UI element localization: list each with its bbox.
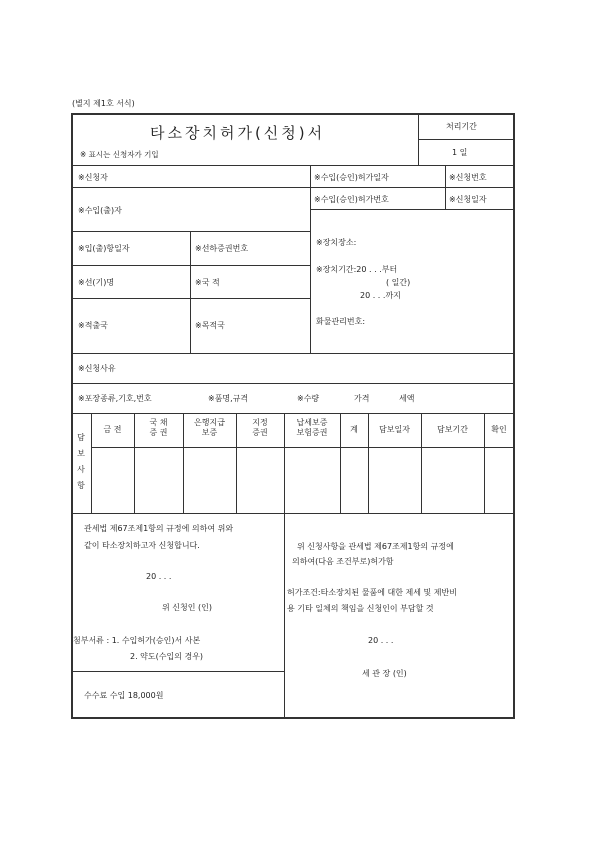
packaging-label: ※포장종류,기호,번호 — [78, 394, 152, 403]
security-header-8: 확인 — [491, 425, 507, 434]
border-top — [71, 113, 515, 115]
storage-period-to: 20 . . .까지 — [360, 291, 401, 300]
item-spec-label: ※품명,규격 — [208, 394, 249, 403]
customs-chief-signature: 세 관 장 (인) — [362, 669, 407, 678]
security-header-2: 은행지급 보증 — [194, 418, 225, 437]
header-divider-h — [418, 139, 514, 140]
row-line — [310, 187, 514, 188]
row-line — [72, 187, 310, 188]
quantity-label: ※수량 — [297, 394, 320, 403]
application-date-label: ※신청일자 — [449, 195, 487, 204]
security-header-0: 금 전 — [103, 425, 122, 434]
row-line — [72, 265, 310, 266]
security-side-label-1: 보 — [77, 449, 85, 458]
row-line — [72, 353, 514, 354]
security-col-divider — [484, 413, 485, 513]
price-label: 가격 — [354, 394, 370, 403]
form-title: 타소장치허가(신청)서 — [150, 124, 326, 142]
security-header-3: 지정 증권 — [252, 418, 268, 437]
approval-text-1: 위 신청사항을 관세법 제67조제1항의 규정에 — [297, 542, 454, 551]
row-line — [72, 513, 514, 514]
declaration-text-1: 관세법 제67조제1항의 규정에 의하여 위와 — [84, 524, 234, 533]
security-col-divider — [183, 413, 184, 513]
security-side-label-0: 담 — [77, 433, 85, 442]
row-line — [72, 671, 284, 672]
fee-label: 수수료 수입 18,000원 — [84, 691, 164, 700]
security-header-1: 국 채 증 권 — [149, 418, 168, 437]
processing-value: 1 일 — [452, 148, 468, 157]
permit-number-label: ※수입(승인)허가번호 — [314, 195, 389, 204]
tax-label: 세액 — [399, 394, 415, 403]
condition-text-1: 허가조건:타소장치된 물품에 대한 제세 및 제반비 — [287, 588, 457, 597]
declaration-text-2: 같이 타소장치하고자 신청합니다. — [84, 541, 200, 550]
importer-label: ※수입(출)자 — [78, 206, 122, 215]
storage-place-label: ※장치장소: — [316, 238, 357, 247]
header-divider — [418, 114, 419, 166]
attachments-item-2: 2. 약도(수입의 경우) — [130, 652, 204, 661]
row-line — [72, 231, 310, 232]
cargo-mgmt-label: 화물관리번호: — [316, 317, 366, 326]
storage-period-from: ※장치기간:20 . . .부터 — [316, 265, 398, 274]
permit-date-label: ※수입(승인)허가일자 — [314, 173, 389, 182]
security-side-label-3: 항 — [77, 481, 85, 490]
col-divider — [190, 231, 191, 353]
row-line — [91, 447, 514, 448]
border-right — [513, 113, 515, 719]
security-col-divider — [340, 413, 341, 513]
row-line — [72, 383, 514, 384]
security-header-5: 계 — [350, 425, 358, 434]
condition-text-2: 용 기타 일체의 책임을 신청인이 부담할 것 — [287, 604, 434, 613]
loading-country-label: ※적출국 — [78, 321, 108, 330]
vessel-label: ※선(기)명 — [78, 278, 115, 287]
bl-number-label: ※선하증권번호 — [195, 244, 249, 253]
applicant-label: ※신청자 — [78, 173, 108, 182]
nationality-label: ※국 적 — [195, 278, 220, 287]
row-line — [310, 209, 514, 210]
applicant-signature: 위 신청인 (인) — [162, 603, 212, 612]
security-header-4: 납세보증 보험증권 — [296, 418, 328, 437]
approval-text-2: 의하여(다음 조건부로)허가함 — [292, 557, 394, 566]
destination-label: ※목적국 — [195, 321, 225, 330]
border-bottom — [71, 717, 515, 719]
processing-label: 처리기간 — [446, 122, 477, 131]
reason-label: ※신청사유 — [78, 364, 116, 373]
port-date-label: ※입(출)항일자 — [78, 244, 130, 253]
security-col-divider — [134, 413, 135, 513]
row-line — [72, 298, 310, 299]
security-header-7: 담보기간 — [437, 425, 468, 434]
application-number-label: ※신청번호 — [449, 173, 487, 182]
attachments-label: 첨부서류 : 1. 수입허가(승인)서 사본 — [73, 636, 201, 645]
security-header-6: 담보일자 — [379, 425, 410, 434]
storage-period-days: ( 일간) — [386, 278, 411, 287]
security-col-divider — [236, 413, 237, 513]
security-col-divider — [284, 413, 285, 513]
declaration-date: 20 . . . — [146, 572, 172, 581]
approval-date: 20 . . . — [368, 636, 394, 645]
security-col-divider — [421, 413, 422, 513]
border-left — [71, 113, 73, 719]
row-line — [72, 413, 514, 414]
form-caption: (별지 제1호 서식) — [72, 99, 135, 108]
security-col-divider — [368, 413, 369, 513]
row-line — [72, 165, 514, 166]
security-side-label-2: 사 — [77, 465, 85, 474]
col-divider — [310, 165, 311, 353]
header-note: ※ 표시는 신청자가 기입 — [80, 150, 159, 159]
col-divider — [284, 513, 285, 718]
